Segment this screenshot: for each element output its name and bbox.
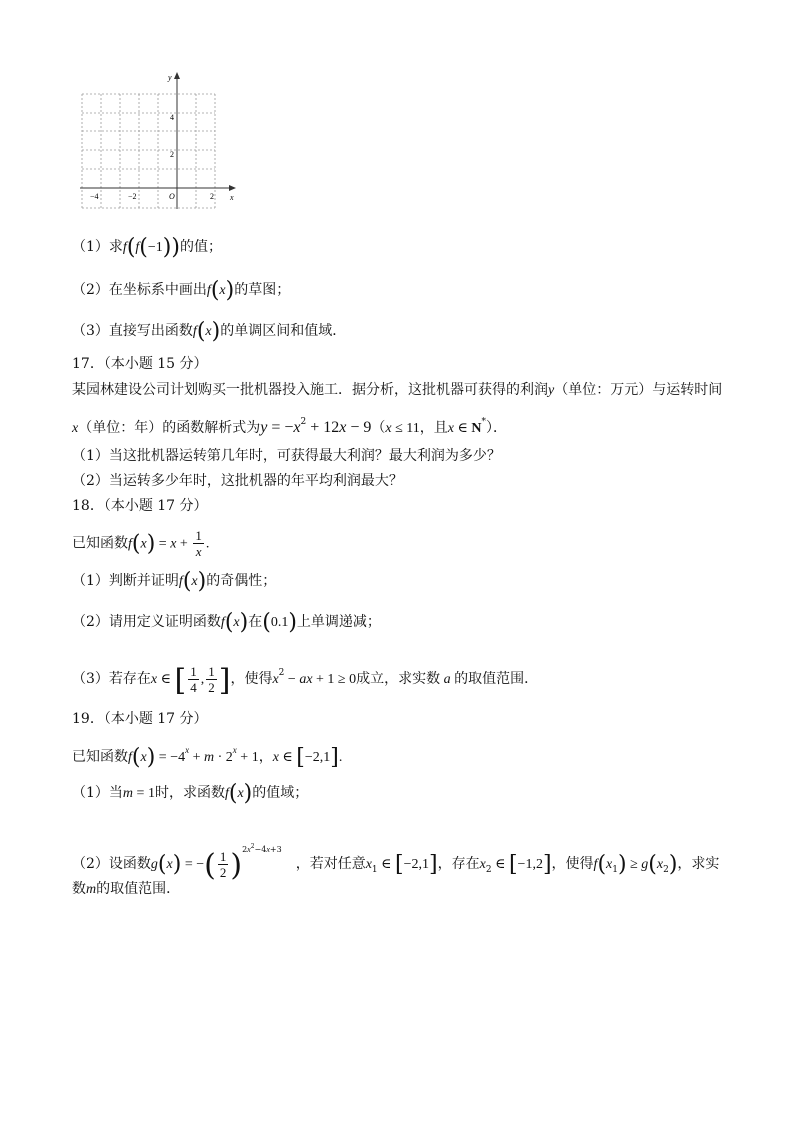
q17-line1: 某园林建设公司计划购买一批机器投入施工．据分析，这批机器可获得的利润y（单位：万元）与运转时间 bbox=[72, 382, 723, 398]
q19-part1: （1）当m = 1时，求函数f(x)的值域； bbox=[72, 781, 309, 806]
x-tick-2: 2 bbox=[210, 192, 214, 201]
q16-part3: （3）直接写出函数f(x)的单调区间和值域． bbox=[72, 319, 347, 344]
x-tick-minus2: −2 bbox=[128, 192, 137, 201]
y-tick-4: 4 bbox=[170, 113, 174, 122]
q18-part3: （3）若存在x ∈ [ $\frac{1}{4}$ , $\frac{1}{2}$ ]，使得$x^2$ − ax + 1 ≥ 0成立，求实数 a 的取值范围． bbox=[72, 663, 539, 698]
x-axis-label: x bbox=[230, 193, 234, 202]
q19-part2: （2）设函数g(x) = −( $\frac{1}{2}$ )$^{2x^2-4x+3}$，若对任意$x_1$ ∈ [−2,1]，存在$x_2$ ∈ [−1,2]，使得$f(x_1) \ge g(x_2)$，求实 bbox=[72, 843, 720, 883]
q17-heading: 17．（本小题 15 分） bbox=[72, 356, 208, 372]
q17-line2: x（单位：年）的函数解析式为$y = -x^2 + 12x - 9(x \le 11$，且x ∈ N*）． bbox=[72, 417, 507, 436]
q16-part1: （1）求f(f(−1))的值； bbox=[72, 235, 222, 260]
y-axis-label: y bbox=[168, 73, 172, 82]
q18-intro: 已知函数f(x) = x + $\frac{1}{x}$ . bbox=[72, 528, 210, 559]
q16-part2: （2）在坐标系中画出f(x)的草图； bbox=[72, 278, 291, 303]
q19-intro: 已知函数$f(x) = -4^x + m \cdot 2^x + 1$，x ∈ [−2,1]. bbox=[72, 745, 343, 770]
grid-lines bbox=[82, 94, 215, 208]
q19-heading: 19．（本小题 17 分） bbox=[72, 711, 208, 727]
y-tick-2: 2 bbox=[170, 150, 174, 159]
coordinate-grid-figure bbox=[80, 72, 240, 212]
x-axis-arrow bbox=[229, 185, 236, 191]
q17-part2: （2）当运转多少年时，这批机器的年平均利润最大？ bbox=[72, 473, 403, 489]
q18-part2: （2）请用定义证明函数f(x)在(0.1)上单调递减； bbox=[72, 610, 381, 635]
q18-heading: 18．（本小题 17 分） bbox=[72, 498, 208, 514]
q17-part1: （1）当这批机器运转第几年时，可获得最大利润？最大利润为多少？ bbox=[72, 448, 501, 464]
q19-part2-continued: 数m的取值范围． bbox=[72, 881, 181, 897]
q18-part1: （1）判断并证明f(x)的奇偶性； bbox=[72, 569, 277, 594]
x-tick-minus4: −4 bbox=[90, 192, 99, 201]
y-axis-arrow bbox=[174, 72, 180, 79]
origin-label: O bbox=[169, 192, 175, 201]
